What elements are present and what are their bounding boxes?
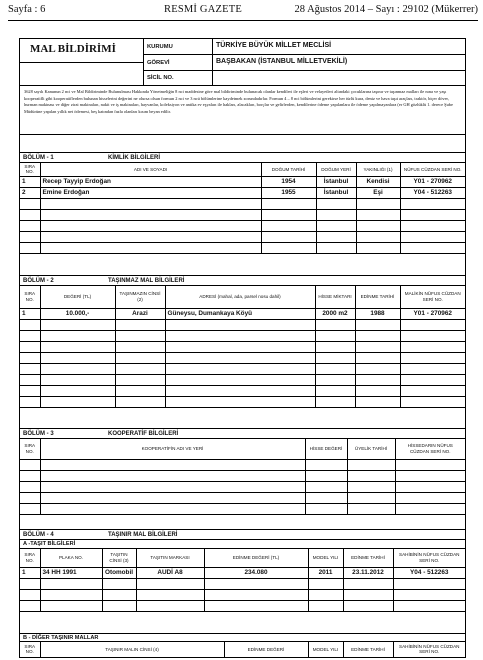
col-header: DEĞERİ (TL) [40, 286, 115, 308]
real-estate-table [20, 286, 465, 408]
col-header: TAŞITIN MARKASI [136, 549, 204, 567]
gazette-header [8, 4, 478, 18]
col-header: NÜFUS CÜZDAN SERİ NO. [400, 163, 465, 176]
col-header: EDİNME TARİHİ [343, 549, 393, 567]
section2-title: BÖLÜM - 2 TAŞINMAZ MAL BİLGİLERİ [20, 276, 465, 286]
spacer [20, 254, 465, 276]
vehicle-table [20, 549, 465, 612]
registry-row [144, 71, 465, 85]
col-header: SIRA NO. [20, 286, 40, 308]
asset-declaration-form [19, 38, 466, 658]
institution-value: TÜRKİYE BÜYÜK MİLLET MECLİSİ [216, 42, 332, 49]
col-header: DOĞUM TARİHİ [261, 163, 316, 176]
table-row [20, 481, 465, 492]
table-row [20, 396, 465, 407]
table-row: 1 10.000,- Arazi Güneysu, Dumankaya Köyü 2000 m2 1988 Y01 - 270962 [20, 308, 465, 319]
table-row [20, 341, 465, 352]
section3-title: BÖLÜM - 3 KOOPERATİF BİLGİLERİ [20, 429, 465, 439]
table-row [20, 459, 465, 470]
col-header: DOĞUM YERİ [316, 163, 356, 176]
table-row [20, 330, 465, 341]
col-header: SIRA NO. [20, 163, 40, 176]
col-header: ADRESİ (mahal, ada, parsel nosu dahil) [165, 286, 315, 308]
table-row: 2 Emine Erdoğan 1955 İstanbul Eşi Y04 - 512263 [20, 187, 465, 198]
gazette-name: RESMİ GAZETE [164, 4, 242, 15]
col-header: SAHİBİNİN NÜFUS CÜZDAN SERİ NO. [393, 642, 465, 657]
col-header: SAHİBİNİN NÜFUS CÜZDAN SERİ NO. [393, 549, 465, 567]
table-row [20, 363, 465, 374]
page-number: Sayfa : 6 [8, 4, 46, 15]
table-row [20, 600, 465, 611]
issue-info: 28 Ağustos 2014 – Sayı : 29102 (Mükerrer) [294, 4, 478, 15]
col-header: HİSSE MİKTARI [315, 286, 355, 308]
col-header: TAŞINIR MALIN CİNSİ (4) [40, 642, 224, 657]
table-row [20, 578, 465, 589]
table-row [20, 470, 465, 481]
header-rule [8, 20, 478, 21]
table-row [20, 589, 465, 600]
col-header: EDİNME DEĞERİ (TL) [204, 549, 308, 567]
section4-title: BÖLÜM - 4 TAŞINIR MAL BİLGİLERİ [20, 530, 465, 540]
table-row: 1 Recep Tayyip Erdoğan 1954 İstanbul Kendisi Y01 - 270962 [20, 176, 465, 187]
cooperative-table [20, 439, 465, 515]
table-row [20, 220, 465, 231]
col-header: ADI VE SOYADI [40, 163, 261, 176]
col-header: KOOPERATİFİN ADI VE YERİ [40, 439, 305, 459]
col-header: EDİNME TARİHİ [343, 642, 393, 657]
section1-title: BÖLÜM - 1 KİMLİK BİLGİLERİ [20, 153, 465, 163]
intro-paragraph: 3628 sayılı Kanunun 2 nci ve Mal Bildiriminde Bulunulması Hakkında Yönetmeliğin 8 nci maddesine göre mal bildiriminde bulunacak olanlar kendileri ile eşleri ve velayetleri altındaki çocuklarına taşınır ve taşınmaz malları ile nına ve yaşı kooperatifli gibi kooperatiflerden bulunan hisselerini değerini ne olursa olsun formun 2 nci ve 3 ncü bölümlerine kaydetmek zorundadırlar. Formun 4 – 8 nci bölümlerini gerekirse her türlü kura, deniz ve hava taşıt araçları, traktör, biçer döver, hurman makinası ve diğer zirai makinaları, nakit ve iş makinaları, hayvanlar, koleksiyon ve antika ev eşyaları ile hakları, alacakları, borçlar ve gelirlerden, kendilerine ödeme yapılanlara ile ödeme yapılmayanlara (er GH gözlüklü 1. derece Şube Müdürüne yapılan yıllık net ödemesi, beş katından fazla olanları kısım beyan edilir. [20, 85, 465, 135]
position-row [144, 55, 465, 71]
col-header: ÜYELİK TARİHİ [347, 439, 395, 459]
institution-label: KURUMU [147, 44, 173, 50]
col-header: EDİNME TARİHİ [355, 286, 400, 308]
table-row: 1 34 HH 1991 Otomobil AUDİ A8 234.080 2011 23.11.2012 Y04 - 512263 [20, 567, 465, 578]
col-header: SIRA NO. [20, 642, 40, 657]
institution-row [144, 39, 465, 55]
col-header: TAŞITIN CİNSİ (3) [102, 549, 136, 567]
position-value: BAŞBAKAN (İSTANBUL MİLLETVEKİLİ) [216, 58, 348, 65]
col-header: PLAKA NO. [40, 549, 102, 567]
form-title-blank [20, 63, 144, 85]
table-row [20, 503, 465, 514]
col-header: SIRA NO. [20, 549, 40, 567]
position-label: GÖREVİ [147, 60, 170, 66]
registry-label: SİCİL NO. [147, 75, 174, 81]
table-row [20, 352, 465, 363]
col-header: TAŞINMAZIN CİNSİ (2) [115, 286, 165, 308]
table-row [20, 242, 465, 253]
form-header [20, 39, 465, 85]
spacer [20, 135, 465, 153]
spacer [20, 407, 465, 429]
table-row [20, 492, 465, 503]
col-header: MODEL YILI [308, 642, 343, 657]
other-assets-table [20, 642, 465, 658]
table-row [20, 198, 465, 209]
table-row [20, 319, 465, 330]
col-header: SIRA NO. [20, 439, 40, 459]
spacer [20, 514, 465, 530]
col-header: EDİNME DEĞERİ [224, 642, 308, 657]
col-header: MALİKİN NÜFUS CÜZDAN SERİ NO. [400, 286, 465, 308]
col-header: YAKINLIĞI (1) [356, 163, 400, 176]
other-assets-subheader: B - DİĞER TAŞINIR MALLAR [20, 633, 465, 642]
vehicle-subheader: A -TAŞIT BİLGİLERİ [20, 540, 465, 549]
table-row [20, 374, 465, 385]
col-header: HİSSE DEĞERİ [305, 439, 347, 459]
col-header: HİSSEDARIN NÜFUS CÜZDAN SERİ NO. [395, 439, 465, 459]
col-header: MODEL YILI [308, 549, 343, 567]
table-row [20, 231, 465, 242]
form-title: MAL BİLDİRİMİ [20, 39, 144, 63]
table-row [20, 385, 465, 396]
table-row [20, 209, 465, 220]
identity-table [20, 163, 465, 254]
